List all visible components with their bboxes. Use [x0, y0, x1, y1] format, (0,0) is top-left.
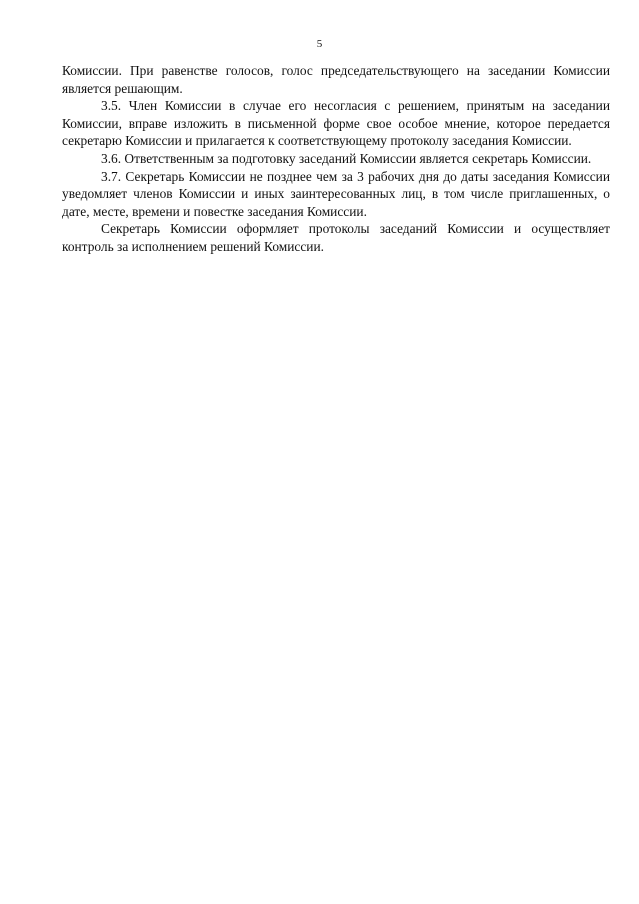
document-body — [62, 62, 610, 256]
paragraph-3-6: 3.6. Ответственным за подготовку заседаний Комиссии является секретарь Комиссии. — [101, 150, 592, 166]
paragraph-secretary-duties: Секретарь Комиссии оформляет протоколы заседаний Комиссии и осуществляет контроль за исполнением решений Комиссии. — [62, 221, 610, 254]
page-number: 5 — [316, 38, 323, 50]
paragraph-3-5: 3.5. Член Комиссии в случае его несогласия с решением, принятым на заседании Комиссии, вправе изложить в письменной форме свое особое мнение, которое передается секретарю Комиссии и прилагается к соответствующему протоколу заседания Комиссии. — [62, 98, 610, 149]
paragraph-3-7: 3.7. Секретарь Комиссии не позднее чем за 3 рабочих дня до даты заседания Комиссии уведомляет членов Комиссии и иных заинтересованных лиц, в том числе приглашенных, о дате, месте, времени и повестке заседания Комиссии. — [62, 168, 610, 219]
paragraph-continuation: Комиссии. При равенстве голосов, голос председательствующего на заседании Комиссии является решающим. — [62, 63, 610, 96]
